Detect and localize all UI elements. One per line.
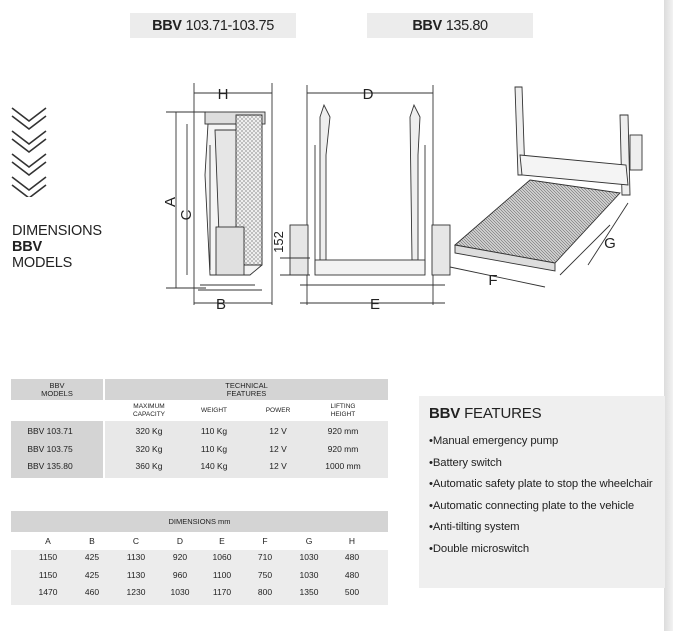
dim-cell: 1030 [299, 570, 319, 580]
dim-col-header-f: F [262, 536, 268, 546]
col-power: POWER [265, 406, 291, 414]
dim-cell: 1350 [299, 587, 319, 597]
col-lifting-height: LIFTING HEIGHT [330, 402, 356, 418]
dimensions-table [11, 511, 388, 605]
dim-cell: 1470 [38, 587, 58, 597]
model-row-3: BBV 135.80 [27, 461, 73, 471]
model-row-2: BBV 103.75 [27, 444, 73, 454]
row2-weight: 110 Kg [200, 444, 228, 454]
dim-cell: 425 [84, 552, 100, 562]
side-view-drawing [198, 112, 265, 290]
label-height-152: 152 [271, 231, 286, 253]
dim-cell: 920 [172, 552, 188, 562]
feature-item: • Anti-tilting system [429, 522, 665, 534]
label-c: C [178, 209, 195, 221]
col-capacity: MAXIMUM CAPACITY [132, 402, 166, 418]
dim-cell: 425 [84, 570, 100, 580]
label-g: G [604, 235, 616, 252]
dim-cell: 480 [344, 552, 360, 562]
dim-cell: 710 [257, 552, 273, 562]
dim-col-header-e: E [219, 536, 225, 546]
dim-cell: 1130 [126, 570, 146, 580]
dim-col-header-c: C [132, 536, 140, 546]
features-header-text: TECHNICAL FEATURES [225, 380, 268, 398]
dim-cell: 1150 [38, 552, 58, 562]
feature-item: • Automatic safety plate to stop the wheelchair [429, 479, 665, 491]
features-title [429, 405, 541, 422]
dim-cell: 500 [344, 587, 360, 597]
feature-item: • Double microswitch [429, 544, 665, 556]
label-h: H [217, 86, 229, 103]
features-list [429, 436, 665, 565]
dim-cell: 460 [84, 587, 100, 597]
models-header-text: BBV MODELS [41, 380, 73, 398]
technical-features-table [11, 379, 388, 478]
feature-item: • Automatic connecting plate to the vehicle [429, 501, 665, 513]
row1-lifting: 920 mm [327, 426, 359, 436]
dimensions-table-title: DIMENSIONS mm [11, 511, 388, 532]
features-panel [419, 396, 665, 588]
label-b: B [215, 296, 227, 313]
row2-capacity: 320 Kg [135, 444, 163, 454]
row2-lifting: 920 mm [327, 444, 359, 454]
row1-weight: 110 Kg [200, 426, 228, 436]
dim-cell: 960 [172, 570, 188, 580]
features-header-cell [105, 379, 388, 400]
dim-cell: 1100 [212, 570, 232, 580]
model-header-left-text: 103.71-103.75 [185, 17, 274, 34]
chevron-stack-icon [10, 105, 50, 197]
dim-cell: 750 [257, 570, 273, 580]
row3-lifting: 1000 mm [325, 461, 361, 471]
dim-cell: 800 [257, 587, 273, 597]
features-title-bold: BBV [429, 405, 461, 422]
row3-capacity: 360 Kg [135, 461, 163, 471]
row2-power: 12 V [269, 444, 287, 454]
dim-cell: 1150 [38, 570, 58, 580]
row3-power: 12 V [269, 461, 287, 471]
model-row-1: BBV 103.71 [27, 426, 73, 436]
dimensions-title [12, 223, 102, 271]
dim-cell: 1060 [212, 552, 232, 562]
feature-item: • Battery switch [429, 458, 665, 470]
col-weight: WEIGHT [201, 406, 227, 414]
lift-technical-drawing [150, 75, 665, 320]
dim-cell: 1030 [299, 552, 319, 562]
feature-item: • Manual emergency pump [429, 436, 665, 448]
row1-power: 12 V [269, 426, 287, 436]
front-view-drawing [280, 85, 450, 305]
row3-weight: 140 Kg [200, 461, 228, 471]
model-header-right [367, 13, 533, 38]
dim-col-header-d: D [176, 536, 184, 546]
models-header-cell [11, 379, 103, 400]
model-header-left-bold: BBV [152, 17, 182, 34]
dim-cell: 480 [344, 570, 360, 580]
dim-cell: 1130 [126, 552, 146, 562]
label-a: A [162, 196, 179, 208]
dim-col-header-g: G [305, 536, 313, 546]
page-edge-shadow [664, 0, 673, 631]
dim-cell: 1030 [170, 587, 190, 597]
dim-col-header-a: A [45, 536, 51, 546]
dimensions-title-line2: BBV [12, 239, 43, 255]
dim-cell: 1170 [212, 587, 232, 597]
dim-col-header-h: H [348, 536, 356, 546]
row1-capacity: 320 Kg [135, 426, 163, 436]
label-e: E [369, 296, 381, 313]
dim-cell: 1230 [126, 587, 146, 597]
model-header-right-bold: BBV [412, 17, 442, 34]
dim-col-header-b: B [89, 536, 95, 546]
model-header-left [130, 13, 296, 38]
perspective-view-drawing [450, 87, 642, 287]
model-header-right-text: 135.80 [445, 17, 488, 34]
label-f: F [488, 272, 498, 289]
features-title-text: FEATURES [464, 405, 542, 422]
dimensions-title-line3: MODELS [12, 255, 73, 271]
label-d: D [362, 86, 374, 103]
dimensions-title-line1: DIMENSIONS [12, 223, 102, 239]
